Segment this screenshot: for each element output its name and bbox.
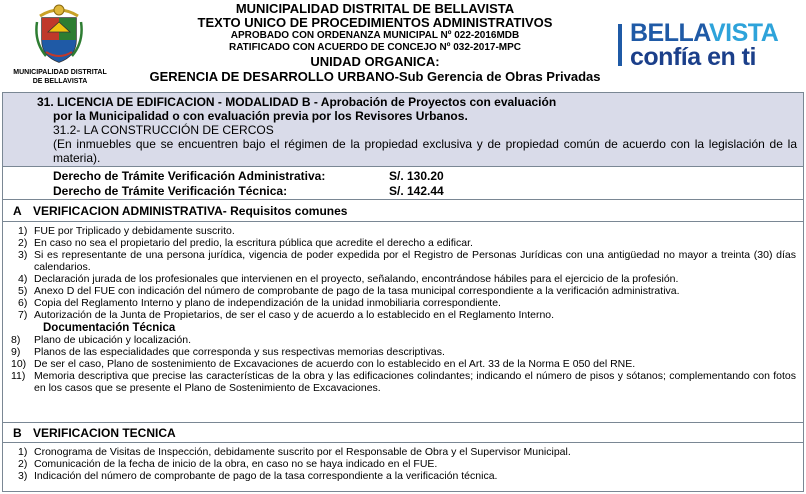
item-number: 1) (18, 446, 28, 458)
item-text: Indicación del número de comprobante de pago de la tasa correspondiente a la verificación técnica. (34, 470, 498, 482)
item-text: Cronograma de Visitas de Inspección, debidamente suscrito por el Responsable de Obra y el Supervisor Municipal. (34, 446, 571, 458)
fee-amount: S/. 130.20 (389, 169, 444, 183)
fee-amount: S/. 142.44 (389, 184, 444, 198)
bellavista-brand-logo (618, 20, 798, 72)
item-text: Plano de ubicación y localización. (34, 334, 192, 346)
item-number: 3) (18, 249, 28, 261)
license-subtitle: 31.2- LA CONSTRUCCIÓN DE CERCOS (53, 123, 274, 137)
brand-name-part2: VISTA (708, 19, 779, 47)
section-letter: A (13, 204, 22, 218)
crest-caption-line: DE BELLAVISTA (32, 78, 88, 85)
section-title: VERIFICACION ADMINISTRATIVA- Requisitos comunes (33, 204, 348, 218)
item-number: 6) (18, 297, 28, 309)
procedure-table (2, 92, 804, 492)
section-letter: B (13, 426, 22, 440)
item-text: Copia del Reglamento Interno y plano de independización de la unidad inmobiliaria correspondiente. (34, 297, 501, 309)
item-text: De ser el caso, Plano de sostenimiento de Excavaciones de acuerdo con lo establecido en el Art. 33 de la Norma E 050 del RNE. (34, 358, 636, 370)
fees-block (3, 168, 803, 200)
ordinance-line: APROBADO CON ORDENANZA MUNICIPAL Nº 022-2016MDB (230, 30, 520, 41)
item-text: Memoria descriptiva que precise las características de la obra y las edificaciones colindantes; indicando el número de pisos y sótanos; complementando con fotos en los casos que se presente el Plano de Sostenimiento de Excavaciones. (34, 370, 796, 394)
license-description: (En inmuebles que se encuentren bajo el régimen de la propiedad exclusiva y de propiedad común de acuerdo con la legislación de la materia). (53, 137, 797, 165)
unit-name: GERENCIA DE DESARROLLO URBANO-Sub Gerencia de Obras Privadas (149, 69, 601, 84)
item-text: FUE por Triplicado y debidamente suscrito. (34, 225, 235, 237)
item-number: 7) (18, 309, 28, 321)
item-text: Declaración jurada de los profesionales que intervienen en el proyecto, señalando, encontrándose hábiles para el ejercicio de la profesión. (34, 273, 679, 285)
fee-label: Derecho de Trámite Verificación Administrativa: (53, 169, 326, 183)
license-block (3, 93, 803, 167)
brand-tagline: confía en ti (630, 43, 756, 71)
license-title-line: 31. LICENCIA DE EDIFICACION - MODALIDAD B - Aprobación de Proyectos con evaluación (37, 95, 557, 109)
item-number: 2) (18, 458, 28, 470)
section-title: VERIFICACION TECNICA (33, 426, 176, 440)
technical-docs-subheading: Documentación Técnica (43, 322, 176, 334)
crest-caption-line: MUNICIPALIDAD DISTRITAL (13, 69, 107, 76)
item-text: Si es representante de una persona jurídica, vigencia de poder expedida por el Registro de Personas Jurídicas con una antigüedad no mayor a treinta (30) días calendarios. (34, 249, 796, 273)
brand-name-part1: BELLA (630, 19, 709, 47)
brand-bar-icon (618, 24, 622, 66)
item-number: 10) (11, 358, 27, 370)
item-text: En caso no sea el propietario del predio, la escritura pública que acredite el derecho a edificar. (34, 237, 473, 249)
item-text: Anexo D del FUE con indicación del número de comprobante de pago de la tasa municipal correspondiente a la verificación administrativa. (34, 285, 680, 297)
item-number: 9) (11, 346, 21, 358)
unit-label: UNIDAD ORGANICA: (310, 54, 440, 69)
item-number: 3) (18, 470, 28, 482)
crest-caption (4, 68, 116, 86)
item-number: 1) (18, 225, 28, 237)
item-text: Comunicación de la fecha de inicio de la obra, en caso no se haya indicado en el FUE. (34, 458, 438, 470)
item-text: Autorización de la Junta de Propietarios, de ser el caso y de acuerdo a lo establecido en el Reglamento Interno. (34, 309, 555, 321)
item-number: 2) (18, 237, 28, 249)
document-titles (120, 2, 630, 84)
item-number: 8) (11, 334, 21, 346)
section-a-heading (3, 201, 803, 222)
license-title (37, 95, 797, 123)
municipal-crest-icon (34, 2, 84, 66)
document-header (0, 0, 806, 92)
item-number: 4) (18, 273, 28, 285)
license-title-line: por la Municipalidad o con evaluación previa por los Revisores Urbanos. (53, 109, 468, 123)
fee-label: Derecho de Trámite Verificación Técnica: (53, 184, 288, 198)
item-text: Planos de las especialidades que corresponda y sus respectivas memorias descriptivas. (34, 346, 445, 358)
ratification-line: RATIFICADO CON ACUERDO DE CONCEJO Nº 032-2017-MPC (228, 42, 522, 53)
tupa-title: TEXTO UNICO DE PROCEDIMIENTOS ADMINISTRATIVOS (197, 15, 553, 30)
municipality-title: MUNICIPALIDAD DISTRITAL DE BELLAVISTA (235, 1, 515, 16)
item-number: 5) (18, 285, 28, 297)
item-number: 11) (11, 370, 26, 382)
section-b-heading (3, 422, 803, 443)
